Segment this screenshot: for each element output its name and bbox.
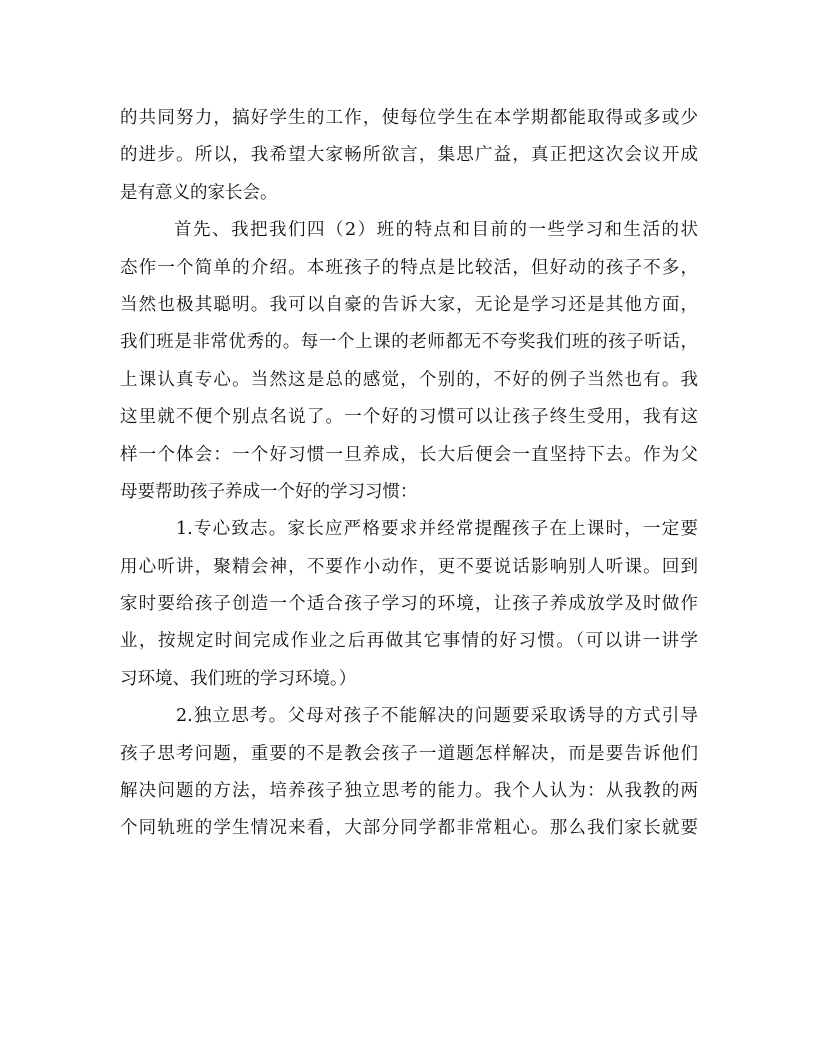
- text-line: 1.专心致志。家长应严格要求并经常提醒孩子在上课时，一定要: [176, 519, 698, 540]
- text-line: 孩子思考问题，重要的不是教会孩子一道题怎样解决，而是要告诉他们: [120, 743, 698, 764]
- text-line: 态作一个简单的介绍。本班孩子的特点是比较活，但好动的孩子不多，: [120, 257, 698, 278]
- text-line: 业，按规定时间完成作业之后再做其它事情的好习惯。（可以讲一讲学: [120, 631, 698, 652]
- document-body: [120, 100, 698, 848]
- text-line: 解决问题的方法，培养孩子独立思考的能力。我个人认为：从我教的两: [120, 781, 698, 802]
- text-line: 的共同努力，搞好学生的工作，使每位学生在本学期都能取得或多或少: [120, 108, 698, 128]
- text-line: 家时要给孩子创造一个适合孩子学习的环境，让孩子养成放学及时做作: [120, 594, 698, 615]
- text-line: 个同轨班的学生情况来看，大部分同学都非常粗心。那么我们家长就要: [120, 818, 698, 839]
- text-line: 首先、我把我们四（2）班的特点和目前的一些学习和生活的状: [174, 220, 698, 241]
- text-line: 这里就不便个别点名说了。一个好的习惯可以让孩子终生受用，我有这: [120, 407, 698, 428]
- text-line: 是有意义的家长会。: [120, 182, 278, 203]
- text-line: 当然也极其聪明。我可以自豪的告诉大家，无论是学习还是其他方面，: [120, 294, 698, 315]
- text-line: 的进步。所以，我希望大家畅所欲言，集思广益，真正把这次会议开成: [120, 145, 698, 166]
- text-line: 习环境、我们班的学习环境。）: [120, 668, 357, 689]
- text-line: 母要帮助孩子养成一个好的学习习惯：: [120, 481, 418, 502]
- text-line: 样一个体会：一个好习惯一旦养成，长大后便会一直坚持下去。作为父: [120, 444, 698, 465]
- text-line: 我们班是非常优秀的。每一个上课的老师都无不夸奖我们班的孩子听话，: [120, 332, 698, 353]
- text-line: 用心听讲，聚精会神，不要作小动作，更不要说话影响别人听课。回到: [120, 556, 698, 577]
- text-line: 上课认真专心。当然这是总的感觉，个别的，不好的例子当然也有。我: [120, 369, 698, 390]
- text-line: 2.独立思考。父母对孩子不能解决的问题要采取诱导的方式引导: [176, 706, 698, 727]
